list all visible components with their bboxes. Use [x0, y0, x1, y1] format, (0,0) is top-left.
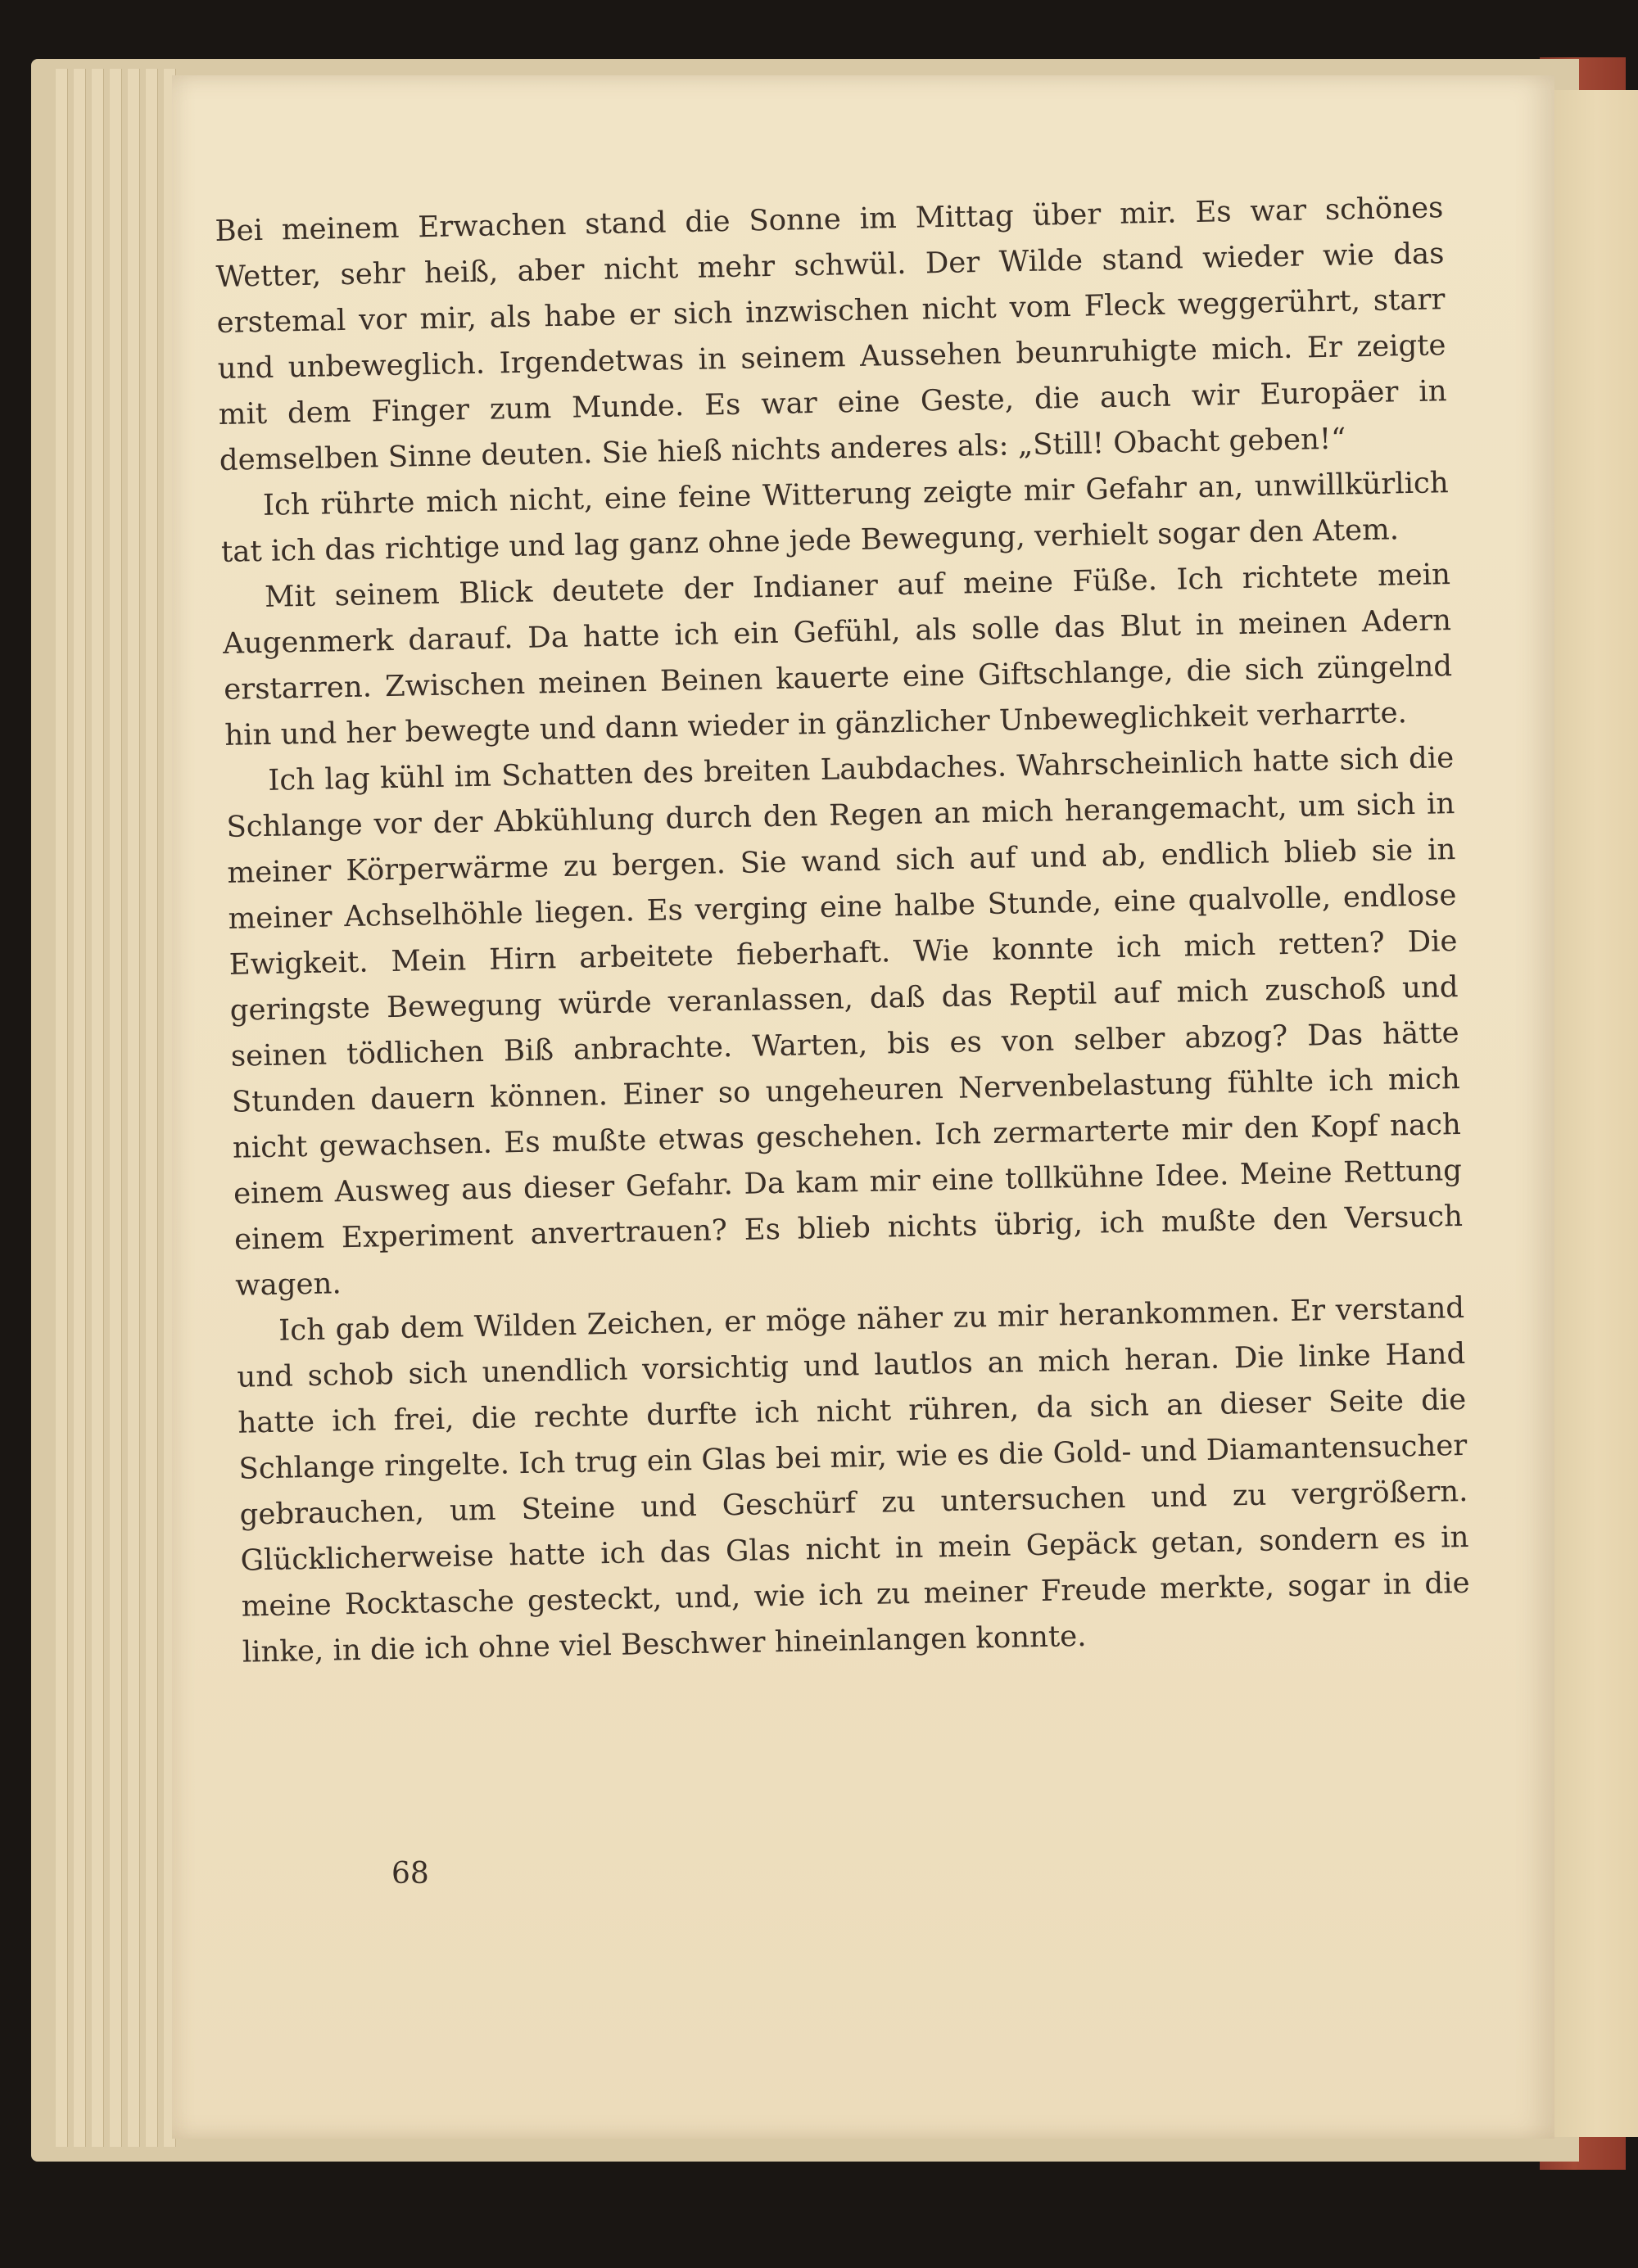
paragraph: Ich lag kühl im Schatten des breiten Laubdaches. Wahrscheinlich hatte sich die Schlange vor der Abkühlung durch den Regen an mich herangemacht, um sich in meiner Körperwärme zu bergen. Sie wand sich auf und ab, endlich blieb sie in meiner Achselhöhle liegen. Es verging eine halbe Stunde, eine qualvolle, endlose Ewigkeit. Mein Hirn arbeitete fieberhaft. Wie konnte ich mich retten? Die geringste Bewegung würde veranlassen, daß das Reptil auf mich zuschoß und seinen tödlichen Biß anbrachte. Warten, bis es von selber abzog? Das hätte Stunden dauern können. Einer so ungeheuren Nervenbelastung fühlte ich mich nicht gewachsen. Es mußte etwas geschehen. Ich zermarterte mir den Kopf nach einem Ausweg aus dieser Gefahr. Da kam mir eine tollkühne Idee. Meine Rettung einem Experiment anvertrauen? Es blieb nichts übrig, ich mußte den Versuch wagen. — [226, 741, 1464, 1303]
body-text — [215, 185, 1471, 1675]
paragraph: Bei meinem Erwachen stand die Sonne im Mittag über mir. Es war schönes Wetter, sehr heiß, aber nicht mehr schwül. Der Wilde stand wieder wie das erstemal vor mir, als habe er sich inzwischen nicht vom Fleck weggerührt, starr und unbeweglich. Irgendetwas in seinem Aussehen beunruhigte mich. Er zeigte mit dem Finger zum Munde. Es war eine Geste, die auch wir Europäer in demselben Sinne deuten. Sie hieß nichts anderes als: „Still! Obacht geben!“ — [215, 191, 1447, 477]
page-edge — [128, 69, 140, 2147]
page-edge — [56, 69, 68, 2147]
page-edge — [74, 69, 86, 2147]
page-number: 68 — [391, 1857, 429, 1891]
page-edge — [92, 69, 104, 2147]
page-edge — [110, 69, 122, 2147]
paragraph: Ich gab dem Wilden Zeichen, er möge näher zu mir herankommen. Er verstand und schob sich unendlich vorsichtig und lautlos an mich heran. Die linke Hand hatte ich frei, die rechte durfte ich nicht rühren, da sich an dieser Seite die Schlange ringelte. Ich trug ein Glas bei mir, wie es die Gold- und Diamantensucher gebrauchen, um Steine und Geschürf zu untersuchen und zu vergrößern. Glücklicherweise hatte ich das Glas nicht in mein Gepäck getan, sondern es in meine Rocktasche gesteckt, und, wie ich zu meiner Freude merkte, sogar in die linke, in die ich ohne viel Beschwer hineinlangen konnte. — [237, 1290, 1470, 1669]
facing-page — [1554, 90, 1638, 2137]
paragraph: Ich rührte mich nicht, eine feine Witterung zeigte mir Gefahr an, unwillkürlich tat ich das richtige und lag ganz ohne jede Bewegung, verhielt sogar den Atem. — [220, 466, 1450, 569]
paragraph: Mit seinem Blick deutete der Indianer auf meine Füße. Ich richtete mein Augenmerk darauf. Da hatte ich ein Gefühl, als solle das Blut in meinen Adern erstarren. Zwischen meinen Beinen kauerte eine Giftschlange, die sich züngelnd hin und her bewegte und dann wieder in gänzlicher Unbeweglichkeit verharrte. — [222, 558, 1453, 752]
page-edge — [146, 69, 158, 2147]
